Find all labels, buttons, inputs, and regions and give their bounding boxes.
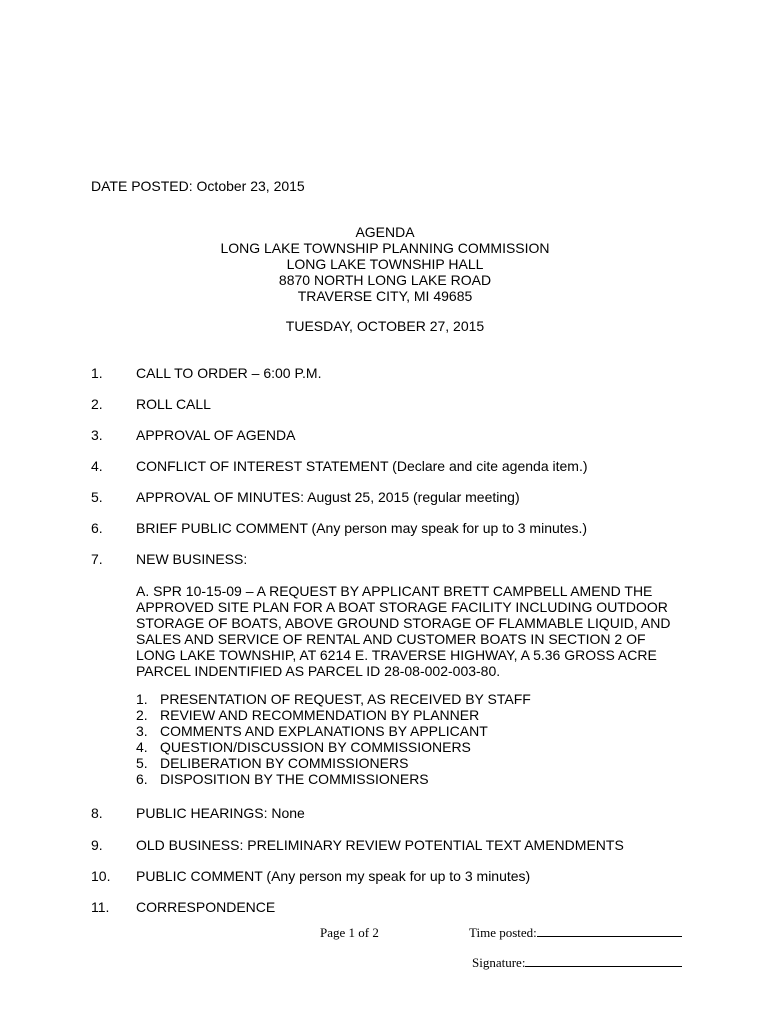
agenda-item-text: CALL TO ORDER – 6:00 P.M. [136,365,322,381]
hall-city: TRAVERSE CITY, MI 49685 [297,288,473,304]
sub-item-number: 1. [136,691,148,707]
time-posted-blank-line [537,925,682,937]
agenda-item-text: BRIEF PUBLIC COMMENT (Any person may speak for up to 3 minutes.) [136,520,588,536]
agenda-item-text: PUBLIC HEARINGS: None [136,805,305,821]
hall-address: 8870 NORTH LONG LAKE ROAD [278,272,492,288]
sub-item-text: QUESTION/DISCUSSION BY COMMISSIONERS [160,739,471,755]
sub-item-text: DISPOSITION BY THE COMMISSIONERS [160,771,429,787]
sub-item-number: 3. [136,723,148,739]
page-number: Page 1 of 2 [320,925,379,940]
agenda-item-number: 7. [91,551,103,567]
description-line: STORAGE OF BOATS, ABOVE GROUND STORAGE OF FLAMMABLE LIQUID, AND [136,615,671,631]
description-line: LONG LAKE TOWNSHIP, AT 6214 E. TRAVERSE HIGHWAY, A 5.36 GROSS ACRE [136,647,657,663]
time-posted-field [469,925,682,941]
agenda-item-text: APPROVAL OF MINUTES: August 25, 2015 (regular meeting) [136,489,520,505]
agenda-item-text: ROLL CALL [136,396,211,412]
description-line: APPROVED SITE PLAN FOR A BOAT STORAGE FACILITY INCLUDING OUTDOOR [136,599,668,615]
sub-item-number: 5. [136,755,148,771]
new-business-description [136,583,696,679]
new-business-sub-list [136,691,531,787]
meeting-date: TUESDAY, OCTOBER 27, 2015 [285,318,485,334]
agenda-item-number: 9. [91,837,103,853]
sub-list-item [136,771,531,787]
agenda-item-text: OLD BUSINESS: PRELIMINARY REVIEW POTENTIAL TEXT AMENDMENTS [136,837,624,853]
sub-item-text: COMMENTS AND EXPLANATIONS BY APPLICANT [160,723,488,739]
agenda-item-text: NEW BUSINESS: [136,551,248,567]
agenda-item-text: APPROVAL OF AGENDA [136,427,296,443]
signature-blank-line [525,955,682,967]
agenda-item-number: 3. [91,427,103,443]
commission-name: LONG LAKE TOWNSHIP PLANNING COMMISSION [220,240,550,256]
signature-label: Signature: [472,955,526,970]
description-line: A. SPR 10-15-09 – A REQUEST BY APPLICANT BRETT CAMPBELL AMEND THE [136,583,653,599]
sub-item-number: 4. [136,739,148,755]
description-line: PARCEL INDENTIFIED AS PARCEL ID 28-08-002-003-80. [136,663,501,679]
agenda-item-number: 8. [91,805,103,821]
agenda-item-number: 4. [91,458,103,474]
agenda-item-number: 10. [91,868,111,884]
date-posted: DATE POSTED: October 23, 2015 [91,178,305,194]
sub-list-item [136,691,531,707]
agenda-item-number: 6. [91,520,103,536]
sub-list-item [136,723,531,739]
signature-field [472,955,682,971]
agenda-item-text: CONFLICT OF INTEREST STATEMENT (Declare and cite agenda item.) [136,458,588,474]
agenda-item-text: CORRESPONDENCE [136,899,276,915]
time-posted-label: Time posted: [469,925,537,940]
sub-item-number: 2. [136,707,148,723]
sub-item-text: DELIBERATION BY COMMISSIONERS [160,755,409,771]
sub-list-item [136,739,531,755]
agenda-item-number: 5. [91,489,103,505]
hall-name: LONG LAKE TOWNSHIP HALL [286,256,484,272]
agenda-item-number: 1. [91,365,103,381]
agenda-title: AGENDA [355,224,415,240]
sub-list-item [136,707,531,723]
sub-item-text: PRESENTATION OF REQUEST, AS RECEIVED BY STAFF [160,691,531,707]
agenda-header [0,224,770,304]
description-line: SALES AND SERVICE OF RENTAL AND CUSTOMER BOATS IN SECTION 2 OF [136,631,646,647]
sub-item-text: REVIEW AND RECOMMENDATION BY PLANNER [160,707,480,723]
agenda-item-number: 11. [91,899,110,915]
agenda-item-number: 2. [91,396,103,412]
agenda-item-text: PUBLIC COMMENT (Any person my speak for up to 3 minutes) [136,868,531,884]
sub-list-item [136,755,531,771]
sub-item-number: 6. [136,771,148,787]
